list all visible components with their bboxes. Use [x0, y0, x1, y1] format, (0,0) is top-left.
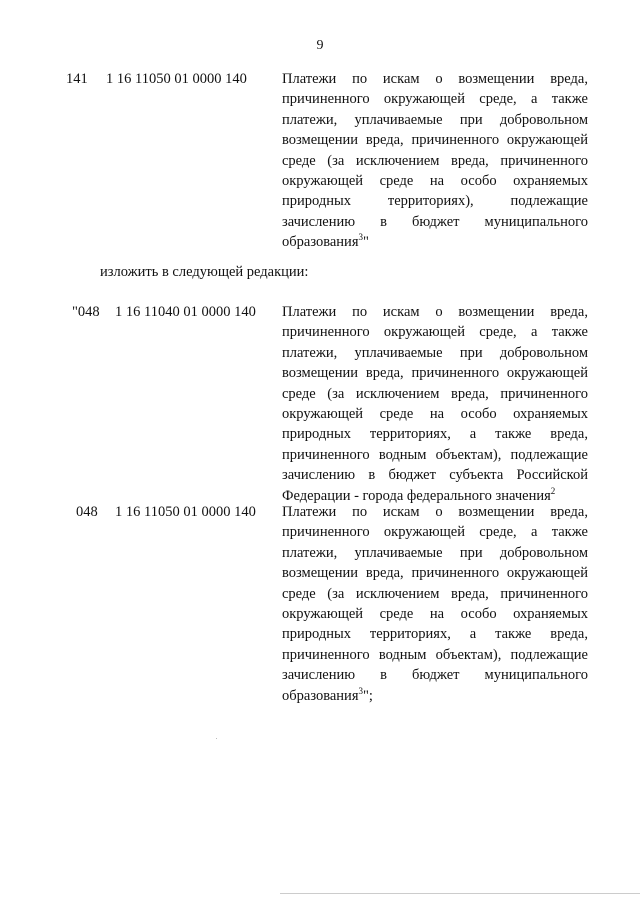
desc-line: окружающей среде на особо охраняемых — [282, 406, 588, 423]
page-number: 9 — [316, 38, 324, 53]
desc-line: зачислению в бюджет субъекта Российской — [282, 467, 588, 484]
desc-line: среде (за исключением вреда, причиненного — [282, 385, 588, 402]
desc-last-line — [282, 232, 588, 252]
desc-line: причиненного окружающей среде, а также — [282, 524, 588, 541]
scan-edge-line — [280, 893, 640, 894]
kbk-code: 1 16 11050 01 0000 140 — [106, 71, 247, 87]
desc-line: зачислению в бюджет муниципального — [282, 667, 588, 684]
row-description — [282, 502, 588, 706]
desc-line: окружающей среде на особо охраняемых — [282, 606, 588, 623]
desc-line: природных территориях, а также вреда, — [282, 626, 588, 643]
desc-last-line — [282, 686, 588, 706]
desc-line: среде (за исключением вреда, причиненного — [282, 585, 588, 602]
desc-line: причиненного окружающей среде, а также — [282, 324, 588, 341]
desc-line: природных территориях, а также вреда, — [282, 426, 588, 443]
desc-line: Платежи по искам о возмещении вреда, — [282, 71, 588, 87]
admin-code: 141 — [66, 71, 88, 87]
desc-line: причиненного водным объектам), подлежащие — [282, 646, 588, 663]
desc-line: возмещении вреда, причиненного окружающей — [282, 365, 588, 382]
desc-line: платежи, уплачиваемые при добровольном — [282, 111, 588, 128]
desc-line: платежи, уплачиваемые при добровольном — [282, 344, 588, 361]
desc-line: среде (за исключением вреда, причиненного — [282, 152, 588, 169]
footnote-marker: 2 — [550, 485, 556, 496]
footnote-marker: 3 — [358, 232, 363, 243]
desc-last-text: Федерации - города федерального значения — [282, 487, 551, 504]
desc-line: природных территориях), подлежащие — [282, 193, 588, 210]
kbk-code: 1 16 11050 01 0000 140 — [115, 504, 256, 520]
row-description — [282, 69, 588, 253]
closing-quote: "; — [363, 687, 373, 704]
desc-line: Платежи по искам о возмещении вреда, — [282, 304, 588, 320]
desc-line: платежи, уплачиваемые при добровольном — [282, 544, 588, 561]
desc-last-text: образования — [282, 234, 359, 251]
desc-line: Платежи по искам о возмещении вреда, — [282, 504, 588, 520]
desc-line: окружающей среде на особо охраняемых — [282, 173, 588, 190]
admin-code: 048 — [76, 504, 98, 520]
admin-code: "048 — [72, 304, 100, 320]
desc-line: причиненного окружающей среде, а также — [282, 91, 588, 108]
desc-line: возмещении вреда, причиненного окружающей — [282, 132, 588, 149]
row-description — [282, 302, 588, 506]
closing-quote: " — [363, 234, 369, 251]
scan-speck — [216, 738, 217, 739]
desc-line: возмещении вреда, причиненного окружающей — [282, 565, 588, 582]
intro-text: изложить в следующей редакции: — [100, 264, 309, 280]
footnote-marker: 3 — [358, 685, 363, 696]
desc-last-text: образования — [282, 687, 359, 704]
desc-line: зачислению в бюджет муниципального — [282, 213, 588, 230]
kbk-code: 1 16 11040 01 0000 140 — [115, 304, 256, 320]
desc-line: причиненного водным объектам), подлежащие — [282, 446, 588, 463]
